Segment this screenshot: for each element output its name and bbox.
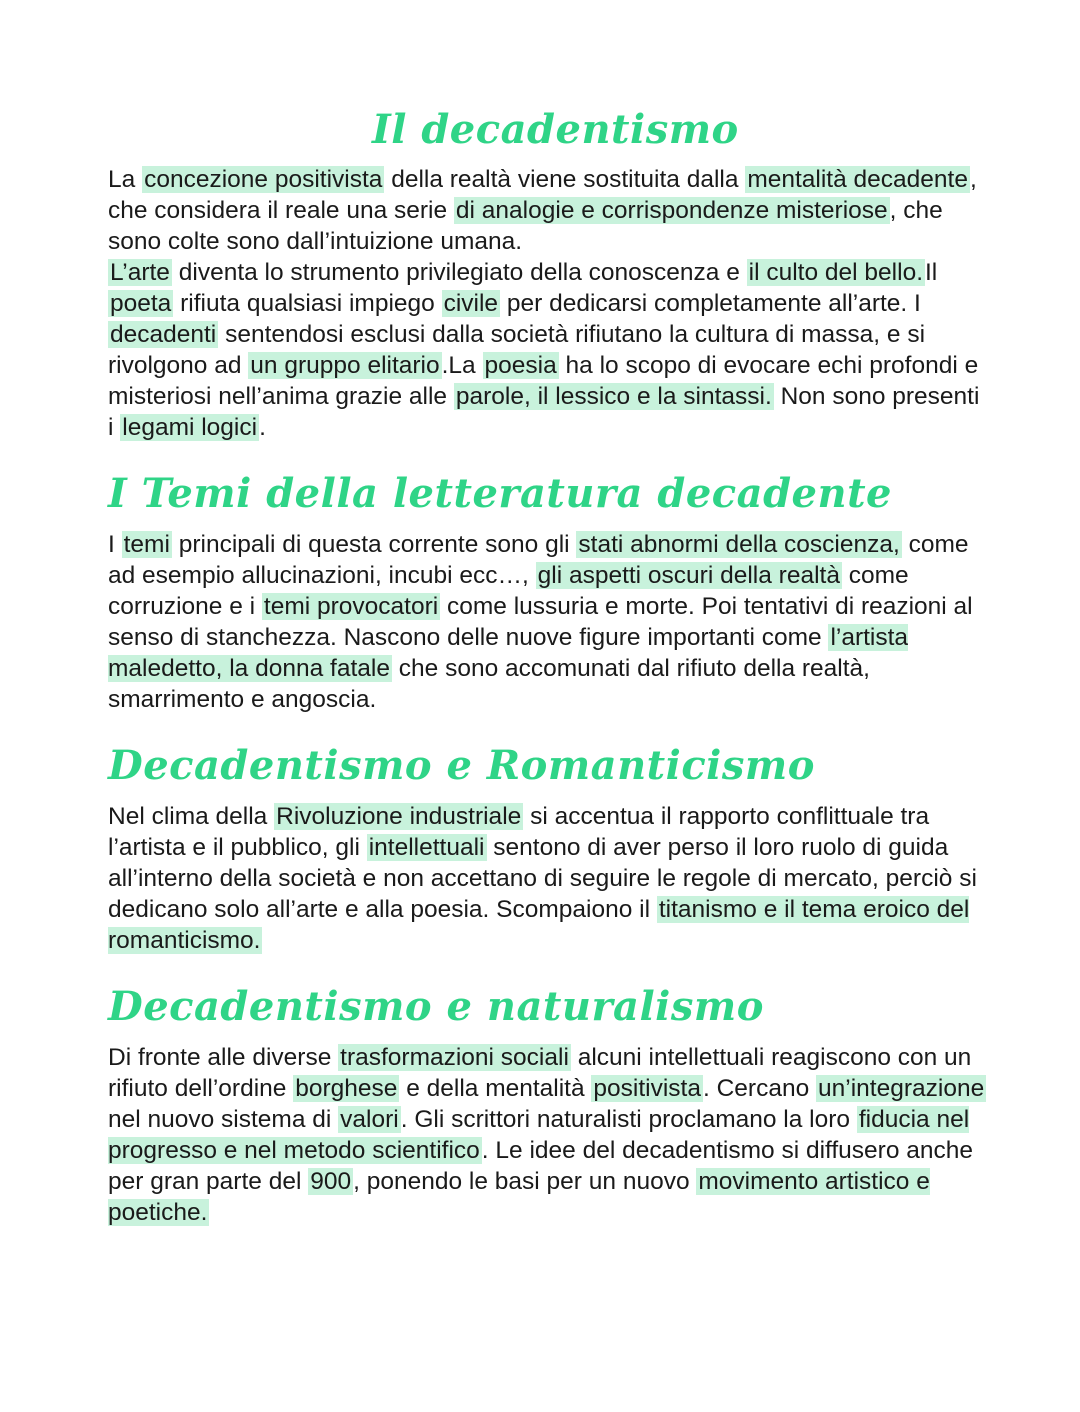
body-text: . Le idee del decadentismo si diffusero anche per gran parte del [108,1137,974,1195]
highlighted-text: un gruppo elitario [250,352,440,379]
body-text: come lussuria e morte. Poi tentativi di reazioni al senso di stanchezza. Nascono delle nuove figure importanti come [108,593,973,651]
highlighted-text: trasformazioni sociali [340,1044,569,1071]
body-text: Non sono presenti i [108,383,980,441]
body-text: per dedicarsi completamente all’arte. I [500,290,921,317]
highlighted-text: legami logici [122,414,258,441]
section-title-romanticismo: Decadentismo e Romanticismo [108,742,815,789]
body-text: , ponendo le basi per un nuovo [353,1168,697,1195]
highlighted-text: titanismo e il tema eroico del romanticismo. [108,896,970,954]
highlighted-text: parole, il lessico e la sintassi. [455,383,772,410]
body-text: della realtà viene sostituita dalla [384,166,746,193]
body-text: alcuni intellettuali reagiscono con un rifiuto dell’ordine [108,1044,972,1102]
section-body-naturalismo [108,1042,988,1228]
highlighted-text: temi provocatori [263,593,439,620]
section-body-decadentismo [108,164,988,443]
highlighted-text: temi [123,531,170,558]
highlighted-text: decadenti [110,321,217,348]
highlighted-text: gli aspetti oscuri della realtà [537,562,840,589]
body-text: Nel clima della [108,803,275,830]
highlighted-text: mentalità decadente [747,166,968,193]
section-title-decadentismo: Il decadentismo [372,106,739,153]
section-title-naturalismo: Decadentismo e naturalismo [108,983,764,1030]
highlighted-text: poesia [484,352,557,379]
body-text: I [108,531,122,558]
body-text: che sono accomunati dal rifiuto della realtà, smarrimento e angoscia. [108,655,870,713]
body-text: . [259,414,266,441]
body-text: , che sono colte sono dall’intuizione umana. [108,197,943,255]
body-text: diventa lo strumento privilegiato della conoscenza e [171,259,747,286]
body-text: ha lo scopo di evocare echi profondi e misteriosi nell’anima grazie alle [108,352,979,410]
highlighted-text: valori [340,1106,399,1133]
highlighted-text: un’integrazione [818,1075,985,1102]
body-text: , che considera il reale una serie [108,166,977,224]
highlighted-text: intellettuali [368,834,485,861]
body-text: La [108,166,143,193]
body-text: come ad esempio allucinazioni, incubi ecc…, [108,531,969,589]
highlighted-text: civile [443,290,499,317]
highlighted-text: 900 [310,1168,352,1195]
body-text: nel nuovo sistema di [108,1106,339,1133]
section-body-romanticismo [108,801,988,956]
section-title-temi: I Temi della letteratura decadente [108,470,892,517]
highlighted-text: Rivoluzione industriale [276,803,522,830]
body-text: . Cercano [703,1075,817,1102]
body-text: Il [925,259,938,286]
section-body-temi [108,529,988,715]
body-text: come corruzione e i [108,562,909,620]
body-text: rifiuta qualsiasi impiego [173,290,442,317]
body-text: Di fronte alle diverse [108,1044,339,1071]
body-text: . Gli scrittori naturalisti proclamano la loro [400,1106,857,1133]
highlighted-text: positivista [593,1075,701,1102]
body-text: si accentua il rapporto conflittuale tra l’artista e il pubblico, gli [108,803,930,861]
body-text: principali di questa corrente sono gli [171,531,577,558]
body-text: sentono di aver perso il loro ruolo di guida all’interno della società e non accettano di seguire le regole di mercato, perciò si dedicano solo all’arte e alla poesia. Scompaiono il [108,834,977,923]
highlighted-text: di analogie e corrispondenze misteriose [455,197,888,224]
highlighted-text: L’arte [110,259,170,286]
body-text: sentendosi esclusi dalla società rifiutano la cultura di massa, e si rivolgono ad [108,321,926,379]
highlighted-text: borghese [295,1075,398,1102]
body-text: .La [441,352,483,379]
highlighted-text: poeta [110,290,172,317]
highlighted-text: movimento artistico e poetiche. [108,1168,930,1226]
body-text: e della mentalità [399,1075,592,1102]
highlighted-text: fiducia nel progresso e nel metodo scientifico [108,1106,970,1164]
highlighted-text: concezione positivista [144,166,383,193]
highlighted-text: il culto del bello. [748,259,923,286]
highlighted-text: stati abnormi della coscienza, [578,531,900,558]
highlighted-text: l’artista maledetto, la donna fatale [108,624,909,682]
